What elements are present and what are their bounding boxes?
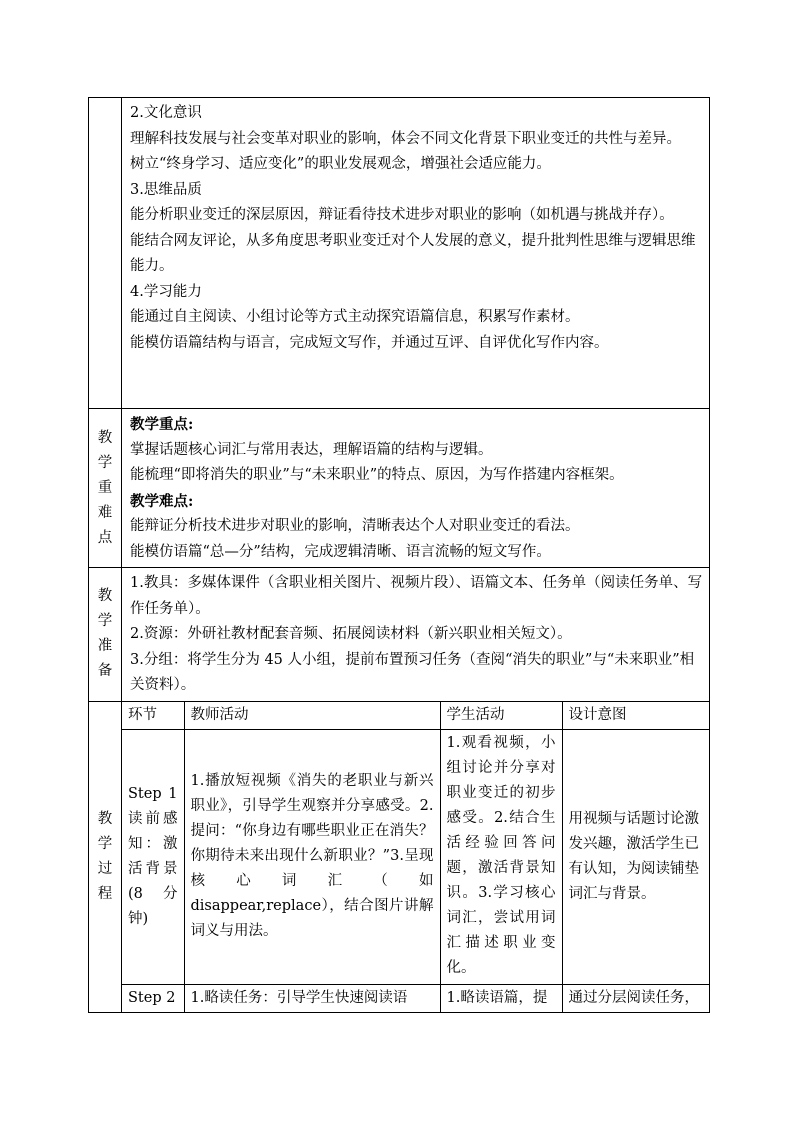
teacher-activity: 1.播放短视频《消失的老职业与新兴职业》，引导学生观察并分享感受。2.提问：“你身边有哪些职业正在消失？你期待未来出现什么新职业？”3.呈现核心词汇（如 disappear,replace），结合图片讲解词义与用法。 [184,729,440,984]
student-activity: 1.略读语篇，提 [440,984,562,1012]
key-point-item: 掌握话题核心词汇与常用表达，理解语篇的结构与逻辑。 [130,441,493,458]
keypoints-row [89,409,710,568]
design-intent: 通过分层阅读任务， [562,984,710,1012]
objective-text: 树立“终身学习、适应变化”的职业发展观念，增强社会适应能力。 [130,156,551,172]
key-points-title: 教学重点: [130,416,194,433]
process-label: 教 学 过 程 [89,701,122,1012]
objective-heading-culture: 2.文化意识 [130,105,202,121]
difficult-point-item: 能辩证分析技术进步对职业的影响，清晰表达个人对职业变迁的看法。 [130,518,580,534]
objectives-label-cell [89,98,122,409]
process-step-row [122,729,710,984]
prep-label: 教 学 准 备 [89,568,122,702]
header-student: 学生活动 [440,702,562,730]
process-step-row [122,984,710,1012]
process-header-row [122,702,710,730]
header-teacher: 教师活动 [184,702,440,730]
objective-text: 能通过自主阅读、小组讨论等方式主动探究语篇信息，积累写作素材。 [130,309,580,325]
process-row [89,701,710,1012]
prep-item: 3.分组：将学生分为 45 人小组，提前布置预习任务（查阅“消失的职业”与“未来职业”相关资料）。 [130,651,695,693]
objective-heading-thinking: 3.思维品质 [130,181,202,198]
objective-text: 能结合网友评论，从多角度思考职业变迁对个人发展的意义，提升批判性思维与逻辑思维能力。 [130,232,696,274]
teacher-activity: 1.略读任务：引导学生快速阅读语 [184,984,440,1012]
keypoints-label: 教 学 重 难 点 [89,409,122,568]
prep-item: 2.资源：外研社教材配套音频、拓展阅读材料（新兴职业相关短文）。 [130,626,572,642]
objective-text: 理解科技发展与社会变革对职业的影响，体会不同文化背景下职业变迁的共性与差异。 [130,130,681,147]
objective-heading-learning: 4.学习能力 [130,283,202,300]
objectives-row [89,98,710,409]
header-step: 环节 [128,706,157,723]
difficult-points-title: 教学难点: [130,492,194,510]
keypoints-content [122,409,710,568]
objective-text: 能模仿语篇结构与语言，完成短文写作，并通过互评、自评优化写作内容。 [130,334,609,351]
design-intent: 用视频与话题讨论激发兴趣，激活学生已有认知，为阅读铺垫词汇与背景。 [562,729,710,984]
step-name: Step 1 读前感知：激活背景(8分钟) [122,729,184,984]
difficult-point-item: 能模仿语篇“总—分”结构，完成逻辑清晰、语言流畅的短文写作。 [130,543,551,560]
header-intent: 设计意图 [562,702,710,730]
prep-content [122,568,710,702]
objectives-content [122,98,710,409]
student-activity: 1.观看视频，小组讨论并分享对职业变迁的初步感受。2.结合生活经验回答问题，激活背景知识。3.学习核心词汇，尝试用词汇描述职业变化。 [440,729,562,984]
process-content [122,701,710,1012]
lesson-plan-table [88,97,710,1013]
key-point-item: 能梳理“即将消失的职业”与“未来职业”的特点、原因，为写作搭建内容框架。 [130,467,624,483]
objective-text: 能分析职业变迁的深层原因，辩证看待技术进步对职业的影响（如机遇与挑战并存）。 [130,207,674,223]
prep-row [89,568,710,702]
prep-item: 1.教具：多媒体课件（含职业相关图片、视频片段）、语篇文本、任务单（阅读任务单、写作任务单）。 [130,575,703,617]
process-table [122,702,710,1012]
step-name: Step 2 [122,984,184,1012]
